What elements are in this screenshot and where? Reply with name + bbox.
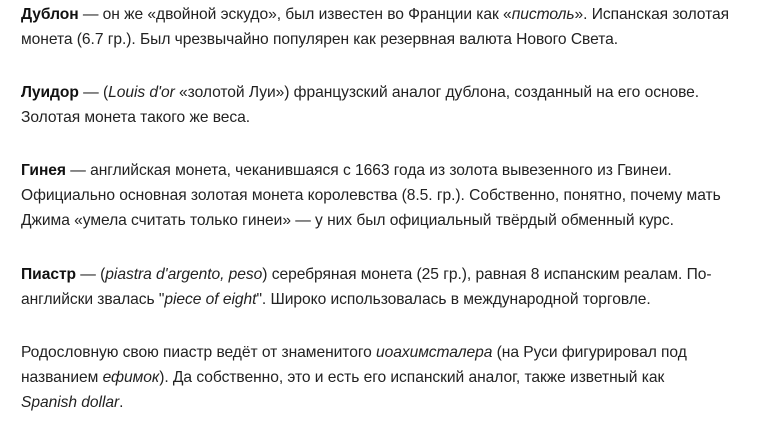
italic-text: piece of eight [164, 291, 257, 308]
paragraph-luidor [21, 80, 749, 130]
italic-text: Louis d'or [108, 84, 175, 101]
text: монета (6.7 гр.). Был чрезвычайно популярен как резервная валюта Нового Света. [21, 31, 619, 48]
paragraph-guinea [21, 158, 749, 233]
text: — ( [78, 84, 109, 101]
text: Родословную свою пиастр ведёт от знаменитого [21, 344, 377, 361]
italic-text: пистоль [511, 6, 575, 23]
text: — ( [76, 266, 106, 283]
text: — английская монета, чеканившаяся с 1663 года из золота вывезенного из Гвинеи. [65, 162, 672, 179]
term-guinea: Гинея [21, 162, 66, 179]
text: названием [21, 369, 103, 386]
italic-text: ефимок [102, 369, 160, 386]
text: (на Руси фигурировал под [492, 344, 687, 361]
text: Официально основная золотая монета королевства (8.5. гр.). Собственно, понятно, почему мать [21, 187, 721, 204]
term-dublon: Дублон [21, 6, 79, 23]
text: — он же «двойной эскудо», был известен во Франции как « [78, 6, 512, 23]
italic-text: Spanish dollar [21, 394, 120, 411]
term-piastre: Пиастр [21, 266, 77, 283]
term-luidor: Луидор [21, 84, 79, 101]
text: . [119, 394, 124, 411]
text: «золотой Луи») французский аналог дублона, созданный на его основе. [174, 84, 700, 101]
text: английски звалась " [21, 291, 165, 308]
paragraph-origin [21, 340, 749, 415]
text: ). Да собственно, это и есть его испанский аналог, также изветный как [159, 369, 665, 386]
italic-text: piastra d'argento, peso [105, 266, 263, 283]
text: Золотая монета такого же веса. [21, 109, 251, 126]
paragraph-piastre [21, 262, 749, 312]
text: ". Широко использовалась в международной торговле. [256, 291, 651, 308]
text: ) серебряная монета (25 гр.), равная 8 испанским реалам. По- [262, 266, 712, 283]
text: ». Испанская золотая [574, 6, 730, 23]
italic-text: иоахимсталера [376, 344, 493, 361]
paragraph-dublon [21, 2, 749, 52]
text: Джима «умела считать только гинеи» — у них был официальный твёрдый обменный курс. [21, 212, 674, 229]
